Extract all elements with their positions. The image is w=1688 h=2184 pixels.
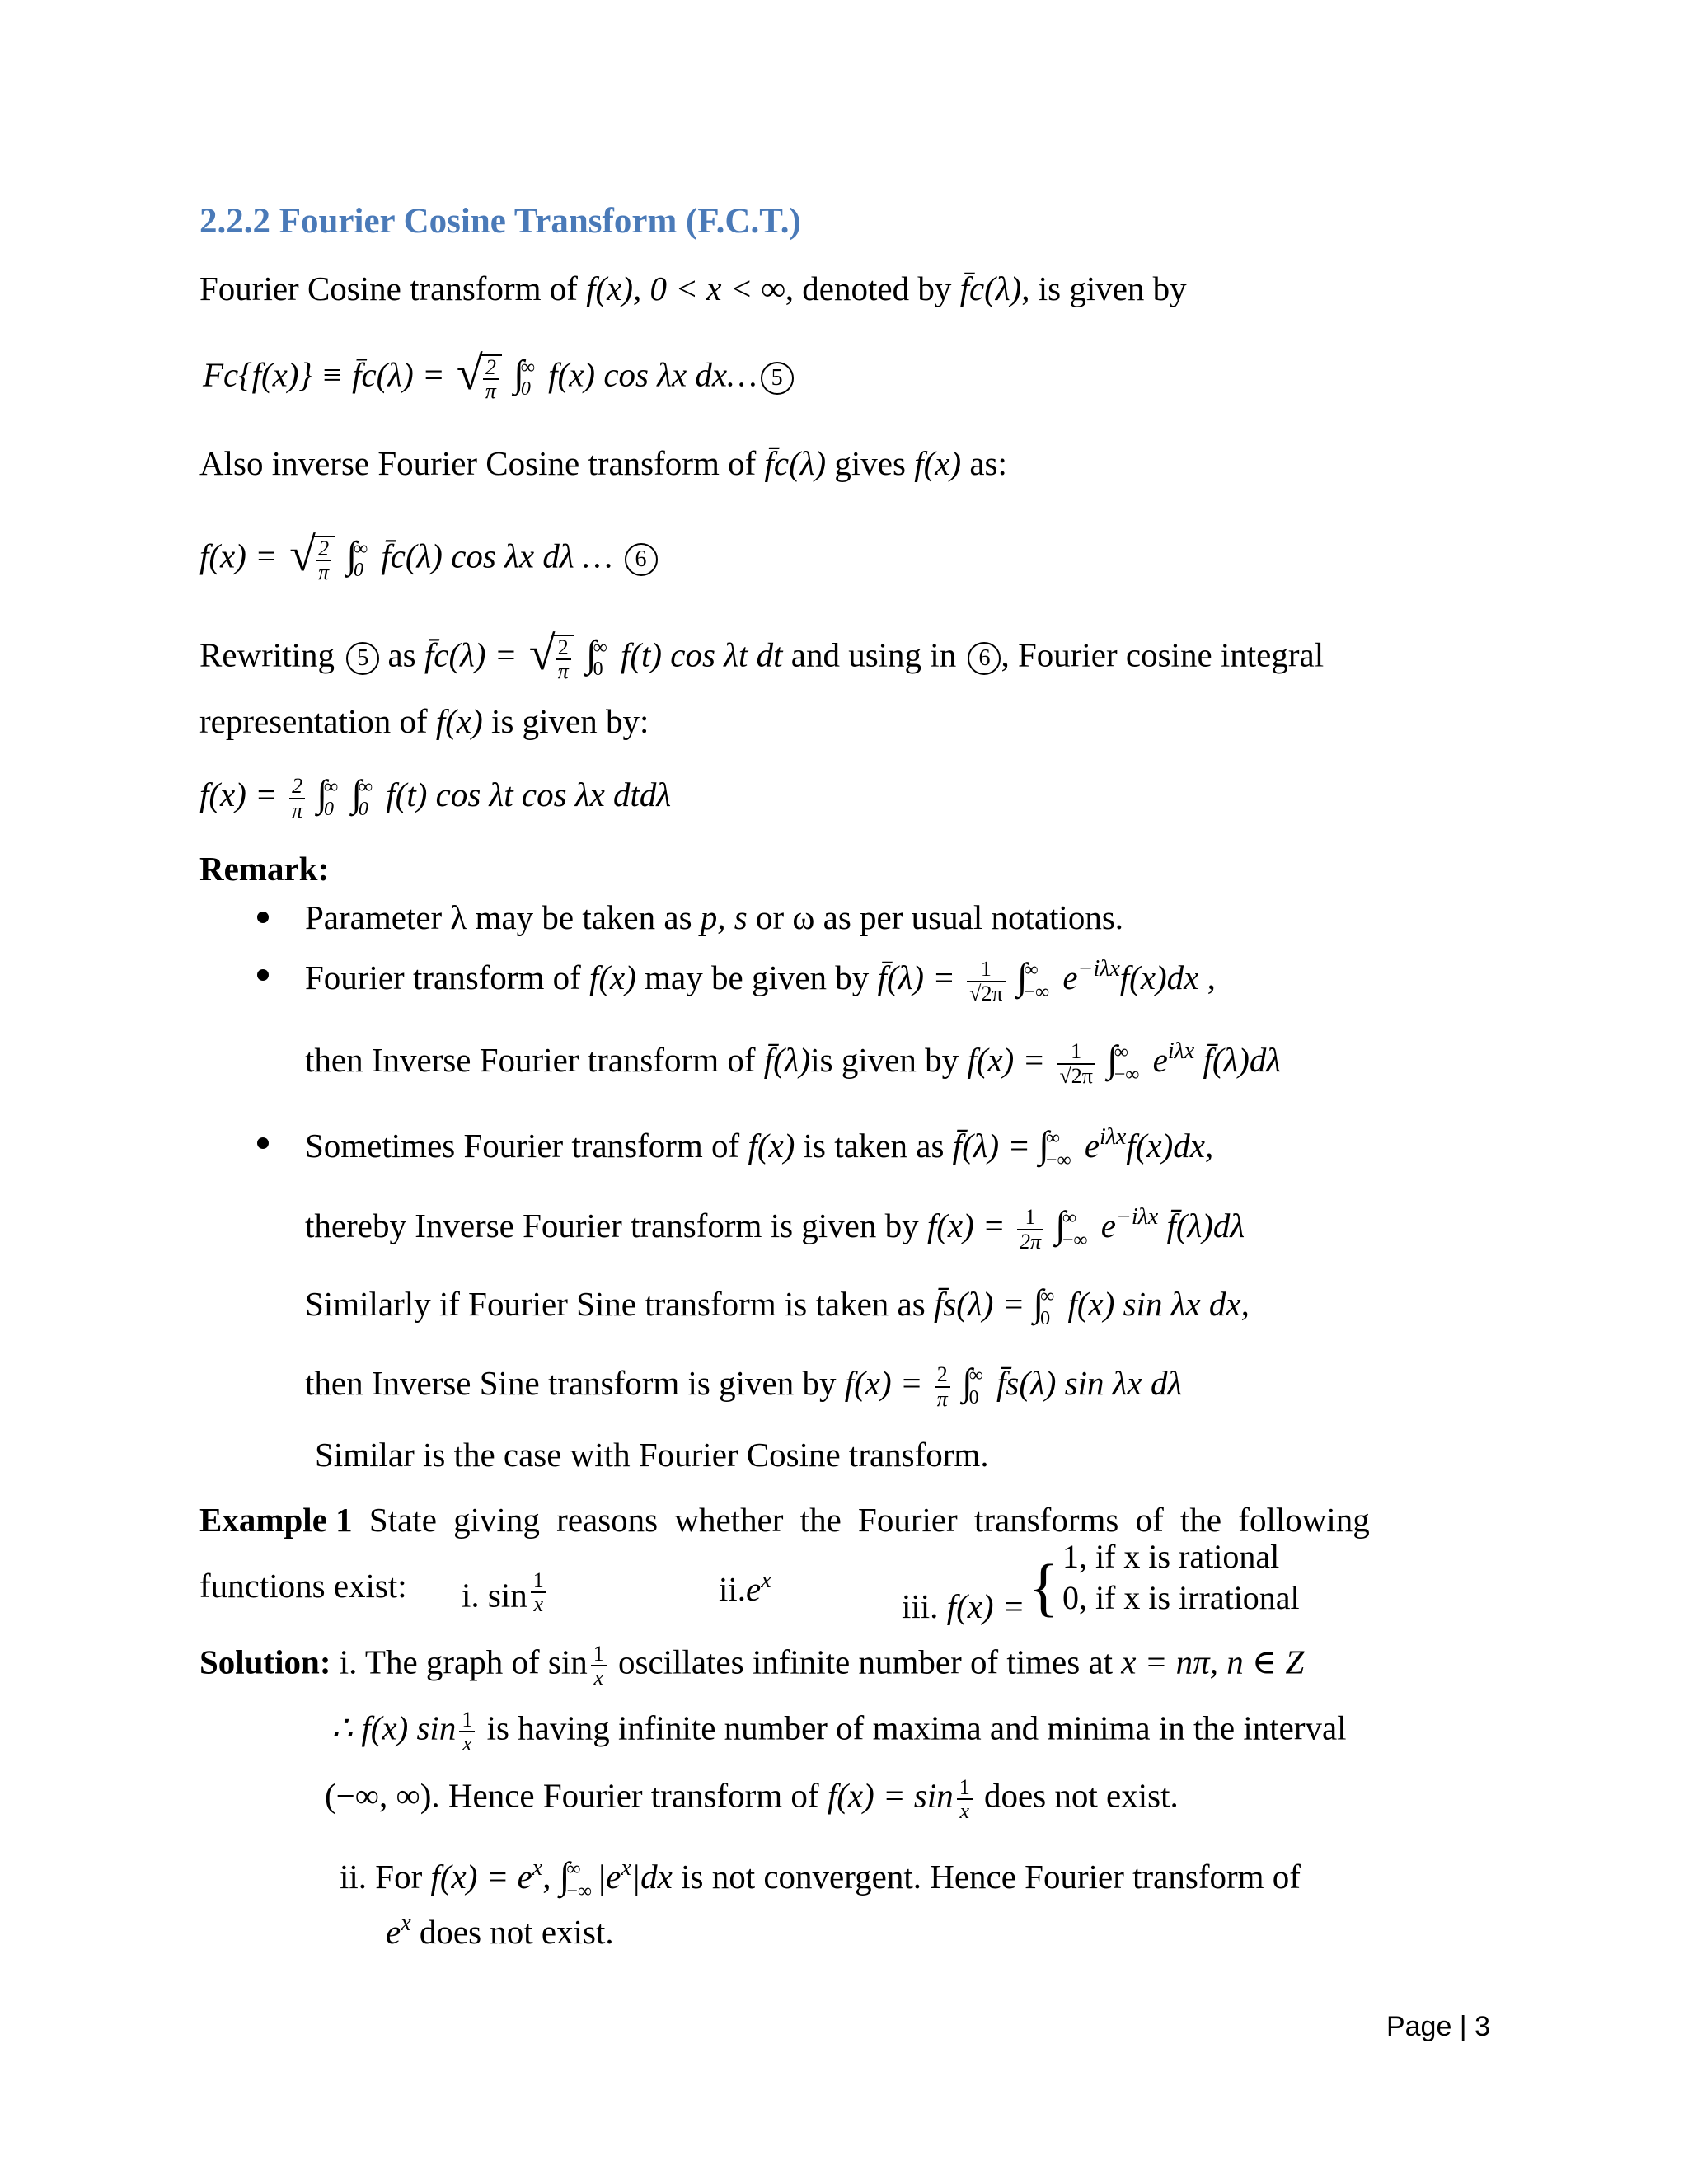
rep-fx: f(x): [435, 702, 483, 740]
solution-line-4: ii. For $f(x) = e^x$, ∫ ∞ −∞ $|e^x|dx$ is not convergent. Hence Fourier transform of: [340, 1854, 1301, 1902]
remark-sine-transform: Similarly if Fourier Sine transform is taken as f̄s(λ) = ∫ ∞ 0 f(x) sin λx dx,: [305, 1282, 1250, 1329]
frac-2-pi: $\frac{2}{\pi}$: [483, 356, 499, 403]
b2-text: Fourier transform of: [305, 958, 589, 996]
integral-sign: ∫: [1033, 1282, 1044, 1324]
integral-sign: ∫: [1039, 1123, 1049, 1165]
integral-sign: ∫: [346, 533, 357, 576]
bullet-marker: [257, 969, 269, 981]
intro-symbol: f̄c(λ): [959, 269, 1022, 307]
b3c-rhs: f(x) sin λx dx,: [1067, 1285, 1250, 1323]
remark-bullet-2: Fourier transform of f(x) may be given by f̄(λ) = $\frac{1}{√2\pi}$ ∫ ∞ −∞ $e^{-i\lambda x}f(x)dx$ ,: [305, 955, 1216, 1005]
remark-bullet-3-inverse: thereby Inverse Fourier transform is given by f(x) = $\frac{1}{2\pi}$ ∫ ∞ −∞ $e^{-i\lambda x}$ f̄(λ)dλ: [305, 1203, 1245, 1254]
bullet-marker: [257, 1137, 269, 1149]
example-text: State giving reasons whether the Fourier transforms of the following: [352, 1501, 1370, 1539]
intro-line: [199, 269, 1187, 307]
b2-lhs: f̄(λ) =: [877, 958, 955, 996]
remark-bullet-2-inverse: then Inverse Fourier transform of f̄(λ)is given by f(x) = $\frac{1}{√2\pi}$ ∫ ∞ −∞ $e^{i\lambda x}$ f̄(λ)dλ: [305, 1038, 1282, 1088]
equation-5: [203, 346, 794, 404]
sqrt-symbol: √ $\frac{2}{\pi}$: [529, 635, 574, 683]
marker-5-ref: 5: [346, 642, 379, 675]
b2-integrand: f(x)dx: [1119, 958, 1199, 996]
sol-fx: f(x) = sin: [827, 1776, 954, 1815]
solution-line-3: (−∞, ∞). Hence Fourier transform of f(x) = sin $\frac{1}{x}$ does not exist.: [325, 1775, 1179, 1824]
integral-sign-2: ∫: [351, 772, 362, 814]
functions-label: functions exist:: [199, 1567, 407, 1605]
eq5-rhs: f(x) cos λx dx…: [548, 355, 757, 394]
sol-text-6: is not convergent. Hence Fourier transform of: [672, 1858, 1301, 1896]
integral-sign: ∫: [1016, 955, 1028, 997]
example-label: Example 1: [199, 1501, 353, 1539]
sqrt-symbol: √ $\frac{2}{\pi}$: [289, 536, 335, 584]
solution-line-1: Solution: i. The graph of sin $\frac{1}{x}$ oscillates infinite number of times at x = nπ, n ∈ Z: [199, 1642, 1305, 1690]
rewrite-text-2: as: [379, 635, 424, 674]
equation-6: f(x) = √ $\frac{2}{\pi}$ ∫ ∞ 0 f̄c(λ) cos λx dλ … 6: [199, 536, 658, 584]
exp-power: −iλx: [1115, 1204, 1159, 1230]
sol-ii: ii. For: [340, 1858, 431, 1896]
eq6-rhs: f̄c(λ) cos λx dλ …: [381, 537, 613, 575]
b3c-text: Similarly if Fourier Sine transform is taken as: [305, 1285, 934, 1323]
sol-text-1: i. The graph of sin: [331, 1643, 588, 1681]
rep-text: representation of: [199, 702, 436, 740]
b3-text-2: is taken as: [795, 1127, 953, 1165]
integral-representation: f(x) = $\frac{2}{\pi}$ ∫ ∞ 0 ∫ ∞ 0 f(t) cos λt cos λx dtdλ: [199, 772, 672, 823]
exp-e: e: [1152, 1041, 1168, 1079]
sol-ex: f(x) = e: [430, 1858, 532, 1896]
eq5-lhs: Fc{f(x)} ≡ f̄c(λ) =: [203, 355, 445, 394]
b3-text: Sometimes Fourier transform of: [305, 1127, 748, 1165]
b3d-text: then Inverse Sine transform is given by: [305, 1364, 845, 1402]
b3-integrand: f(x)dx,: [1126, 1127, 1214, 1165]
integral-limits: ∞ 0: [520, 356, 535, 401]
eq7-lhs: f(x) =: [199, 776, 278, 813]
rewrite-line: Rewriting 5 as f̄c(λ) = √ $\frac{2}{\pi}$ ∫ ∞ 0 f(t) cos λt dt and using in 6 , Fourier cosine integral: [199, 626, 1325, 684]
integral-sign: ∫: [316, 772, 327, 814]
rewrite-lhs: f̄c(λ) =: [424, 635, 518, 674]
b3c-lhs: f̄s(λ) =: [933, 1285, 1025, 1323]
solution-label: Solution:: [199, 1643, 331, 1681]
rewrite-text: Rewriting: [199, 635, 344, 674]
inverse-symbol: f̄c(λ): [764, 444, 827, 482]
remark-inverse-sine: then Inverse Sine transform is given by f(x) = $\frac{2}{\pi}$ ∫ ∞ 0 f̄s(λ) sin λx dλ: [305, 1361, 1183, 1411]
rep-text-2: is given by:: [482, 702, 649, 740]
sol-abs: |e: [596, 1858, 621, 1896]
section-heading: 2.2.2 Fourier Cosine Transform (F.C.T.): [199, 202, 801, 241]
b3-fx: f(x): [748, 1127, 795, 1165]
sol-text-5: does not exist.: [975, 1776, 1179, 1815]
b3d-rhs: f̄s(λ) sin λx dλ: [996, 1364, 1183, 1402]
b3b-integrand: f̄(λ)dλ: [1166, 1207, 1245, 1244]
function-ii: $ii.e^x$: [719, 1568, 771, 1608]
rewrite-text-4: , Fourier cosine integral: [1001, 635, 1325, 674]
equation-marker-6: 6: [625, 543, 658, 576]
b2-comma: ,: [1198, 958, 1216, 996]
inverse-fx: f(x): [914, 444, 962, 482]
bullet1-text-2: or ω as per usual notations.: [747, 898, 1124, 936]
inverse-intro-line: [199, 444, 1007, 482]
sol-text-3: is having infinite number of maxima and minima in the interval: [478, 1708, 1347, 1747]
function-iii: iii. f(x) ={ 1, if x is rational 0, if x is irrational: [902, 1538, 1300, 1626]
b2b-text: then Inverse Fourier transform of: [305, 1041, 764, 1079]
inverse-text: Also inverse Fourier Cosine transform of: [199, 444, 765, 482]
inverse-text-2: gives: [826, 444, 915, 482]
intro-text-3: , is given by: [1021, 269, 1187, 307]
piecewise-cases: 1, if x is rational 0, if x is irrational: [1062, 1538, 1300, 1616]
remark-label: Remark:: [199, 850, 330, 888]
b2b-lhs: f(x) =: [967, 1041, 1046, 1079]
sqrt-symbol: √ $\frac{2}{\pi}$: [457, 354, 502, 403]
integral-sign: ∫: [1055, 1203, 1066, 1245]
exp-power: iλx: [1167, 1038, 1195, 1064]
eq7-rhs: f(t) cos λt cos λx dtdλ: [386, 776, 672, 813]
b2b-text-2: is given by: [810, 1041, 968, 1079]
solution-line-2: ∴ f(x) sin $\frac{1}{x}$ is having infinite number of maxima and minima in the interval: [331, 1708, 1347, 1756]
exp-e: e: [1062, 958, 1078, 996]
b2b-integrand: f̄(λ)dλ: [1203, 1041, 1282, 1079]
remark-bullet-3: Sometimes Fourier transform of f(x) is taken as f̄(λ) = ∫ ∞ −∞ $e^{i\lambda x}f(x)dx$,: [305, 1123, 1214, 1171]
integral-sign: ∫: [559, 1854, 570, 1896]
bullet1-text: Parameter λ may be taken as: [305, 898, 701, 936]
sol-abs-end: |dx: [631, 1858, 673, 1896]
frac-2-pi: $\frac{2}{\pi}$: [289, 775, 305, 822]
marker-6-ref: 6: [968, 642, 1001, 675]
b2-fx: f(x): [589, 958, 636, 996]
integral-sign: ∫: [962, 1361, 973, 1403]
page-number: Page | 3: [1386, 2011, 1490, 2042]
sol-comma: ,: [542, 1858, 560, 1896]
sol-interval: (−∞, ∞): [325, 1776, 432, 1815]
intro-text: Fourier Cosine transform of: [199, 269, 587, 307]
function-i: i. sin $\frac{1}{x}$: [462, 1569, 550, 1616]
eq6-lhs: f(x) =: [199, 537, 278, 575]
exp-e: e: [1084, 1127, 1100, 1165]
b2-text-2: may be given by: [635, 958, 878, 996]
bullet-marker: [257, 912, 269, 923]
integral-sign: ∫: [513, 352, 524, 395]
b2b-fbar: f̄(λ): [763, 1041, 811, 1079]
inverse-text-3: as:: [961, 444, 1007, 482]
b3-lhs: f̄(λ) =: [952, 1127, 1031, 1165]
sol-text-2: oscillates infinite number of times at: [609, 1643, 1122, 1681]
sol-text-4: . Hence Fourier transform of: [431, 1776, 828, 1815]
remark-cosine-note: Similar is the case with Fourier Cosine transform.: [315, 1436, 989, 1474]
bullet1-params: p, s: [700, 898, 748, 936]
exp-power: iλx: [1100, 1124, 1127, 1150]
equation-marker-5: 5: [761, 362, 794, 395]
exp-e: e: [1100, 1207, 1116, 1244]
example-heading-line: [199, 1503, 1370, 1537]
intro-text-2: , denoted by: [785, 269, 960, 307]
sol-therefore: ∴ f(x) sin: [331, 1708, 457, 1747]
rewrite-text-3: and using in: [782, 635, 965, 674]
solution-line-5: $e^x$ does not exist.: [386, 1910, 614, 1951]
b3d-lhs: f(x) =: [844, 1364, 923, 1402]
remark-bullet-1: [305, 898, 1124, 936]
case-brace: {: [1028, 1551, 1059, 1623]
integral-sign: ∫: [1107, 1038, 1118, 1080]
b3b-text: thereby Inverse Fourier transform is given by: [305, 1207, 927, 1244]
integral-sign: ∫: [586, 632, 597, 675]
intro-domain: f(x), 0 < x < ∞: [586, 269, 785, 307]
sol-text-7: does not exist.: [410, 1913, 614, 1951]
rewrite-line-2: [199, 702, 649, 740]
rewrite-rhs: f(t) cos λt dt: [620, 635, 783, 674]
frac-1-sqrt2pi: $\frac{1}{√2\pi}$: [967, 958, 1005, 1005]
exp-power: −iλx: [1077, 956, 1120, 982]
sol-e: e: [386, 1913, 401, 1951]
b3b-lhs: f(x) =: [926, 1207, 1006, 1244]
sol-condition: x = nπ, n ∈ Z: [1121, 1643, 1305, 1681]
